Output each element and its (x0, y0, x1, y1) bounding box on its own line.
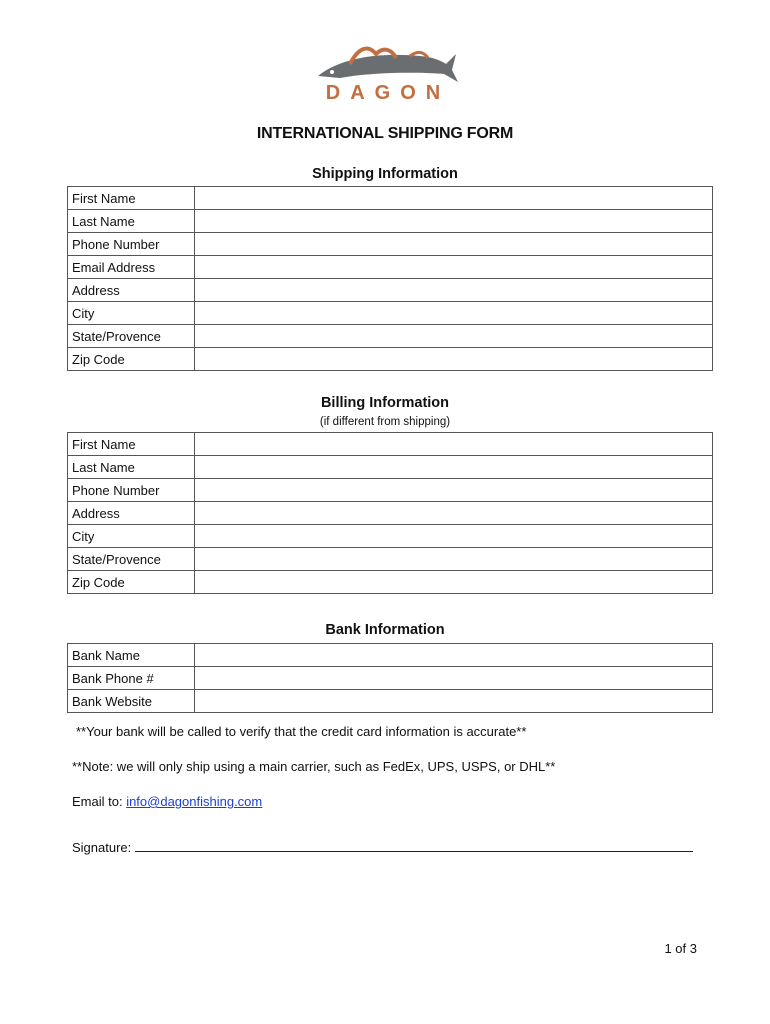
field-cell (195, 479, 713, 502)
shipping-table (67, 186, 713, 371)
page-number: 1 of 3 (664, 941, 697, 956)
field-cell (195, 456, 713, 479)
field-input[interactable] (195, 233, 712, 255)
field-cell (195, 690, 713, 713)
form-row (68, 644, 713, 667)
field-cell (195, 187, 713, 210)
field-label: City (68, 525, 195, 548)
email-link[interactable]: info@dagonfishing.com (126, 794, 263, 809)
field-input[interactable] (195, 279, 712, 301)
signature-line (72, 839, 693, 855)
field-input[interactable] (195, 690, 712, 712)
field-label: First Name (68, 187, 195, 210)
field-label: Email Address (68, 256, 195, 279)
form-row (68, 348, 713, 371)
field-label: Bank Phone # (68, 667, 195, 690)
form-row (68, 279, 713, 302)
bank-heading: Bank Information (325, 622, 445, 638)
shipping-heading: Shipping Information (312, 166, 458, 182)
form-row (68, 502, 713, 525)
signature-field[interactable] (135, 839, 693, 852)
field-cell (195, 571, 713, 594)
fish-logo-icon (310, 42, 460, 86)
form-row (68, 690, 713, 713)
billing-heading: Billing Information (320, 395, 450, 411)
form-row (68, 548, 713, 571)
field-input[interactable] (195, 256, 712, 278)
field-input[interactable] (195, 456, 712, 478)
form-row (68, 210, 713, 233)
carrier-note: **Note: we will only ship using a main carrier, such as FedEx, UPS, USPS, or DHL** (72, 759, 556, 774)
form-row (68, 433, 713, 456)
field-cell (195, 667, 713, 690)
page-title: INTERNATIONAL SHIPPING FORM (256, 125, 514, 142)
field-cell (195, 433, 713, 456)
field-input[interactable] (195, 525, 712, 547)
field-cell (195, 302, 713, 325)
field-label: Address (68, 502, 195, 525)
field-label: Zip Code (68, 348, 195, 371)
form-row (68, 479, 713, 502)
field-label: City (68, 302, 195, 325)
field-input[interactable] (195, 502, 712, 524)
signature-label: Signature: (72, 840, 135, 855)
field-label: Zip Code (68, 571, 195, 594)
field-input[interactable] (195, 667, 712, 689)
billing-subheading: (if different from shipping) (319, 416, 451, 428)
field-cell (195, 210, 713, 233)
field-input[interactable] (195, 187, 712, 209)
dagon-logo (310, 42, 460, 106)
logo-text: DAGON (325, 82, 451, 104)
email-label: Email to: (72, 794, 127, 809)
form-row (68, 667, 713, 690)
field-cell (195, 279, 713, 302)
field-input[interactable] (195, 479, 712, 501)
field-label: First Name (68, 433, 195, 456)
form-row (68, 256, 713, 279)
field-label: Bank Name (68, 644, 195, 667)
field-input[interactable] (195, 210, 712, 232)
field-label: State/Provence (68, 325, 195, 348)
field-label: Last Name (68, 456, 195, 479)
field-label: Address (68, 279, 195, 302)
field-input[interactable] (195, 302, 712, 324)
field-input[interactable] (195, 348, 712, 370)
field-cell (195, 548, 713, 571)
field-cell (195, 502, 713, 525)
field-cell (195, 233, 713, 256)
field-cell (195, 325, 713, 348)
field-cell (195, 525, 713, 548)
field-input[interactable] (195, 433, 712, 455)
field-label: Last Name (68, 210, 195, 233)
field-label: State/Provence (68, 548, 195, 571)
form-row (68, 302, 713, 325)
field-label: Phone Number (68, 233, 195, 256)
field-input[interactable] (195, 571, 712, 593)
verify-note: **Your bank will be called to verify that the credit card information is accurate** (76, 724, 527, 739)
email-line (72, 794, 262, 809)
billing-table (67, 432, 713, 594)
form-row (68, 233, 713, 256)
bank-table (67, 643, 713, 713)
field-cell (195, 256, 713, 279)
field-cell (195, 348, 713, 371)
form-row (68, 187, 713, 210)
field-label: Bank Website (68, 690, 195, 713)
field-input[interactable] (195, 325, 712, 347)
form-row (68, 456, 713, 479)
field-cell (195, 644, 713, 667)
form-row (68, 525, 713, 548)
form-row (68, 325, 713, 348)
field-label: Phone Number (68, 479, 195, 502)
field-input[interactable] (195, 644, 712, 666)
form-row (68, 571, 713, 594)
field-input[interactable] (195, 548, 712, 570)
